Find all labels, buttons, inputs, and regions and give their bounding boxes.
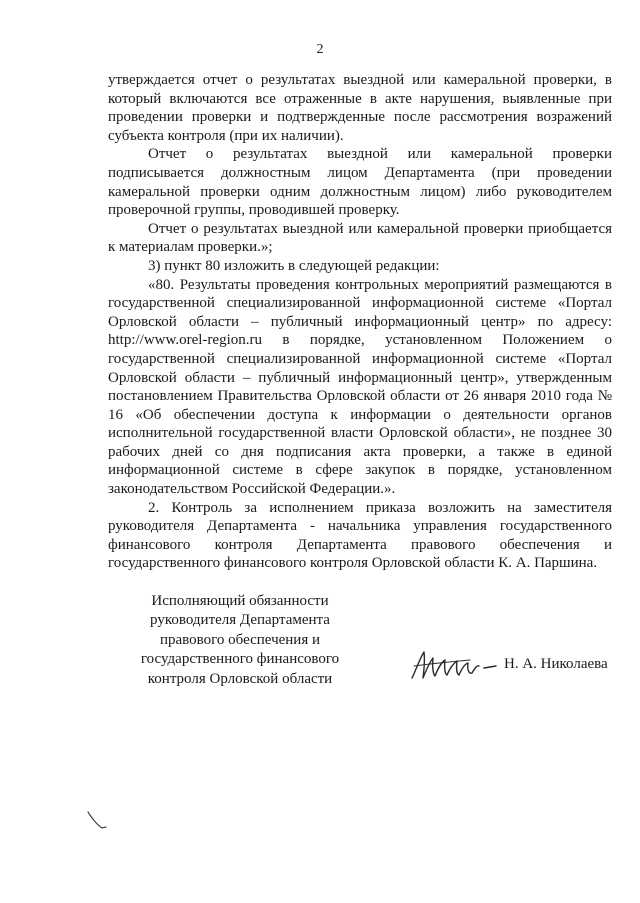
paragraph-item-80: «80. Результаты проведения контрольных мероприятий размещаются в государственной специализированной информационной системе «Портал Орловской области – публичный информационный центр» по адресу: http://www.orel-region.ru в порядке, установленном Положением о государственной специализированной информационной системе «Портал Орловской области – публичный информационный центр», утвержденным постановлением Правительства Орловской области от 26 января 2010 года № 16 «Об обеспечении доступа к информации о деятельности органов исполнительной государственной власти Орловской области», не позднее 30 рабочих дней со дня подписания акта проверки, а также в единой информационной системе в сфере закупок в порядке, установленном законодательством Российской Федерации.».	[108, 276, 612, 498]
signatory-title-line: Исполняющий обязанности	[151, 593, 329, 609]
paragraph-report-signing: Отчет о результатах выездной или камеральной проверки подписывается должностным лицом Департамента (при проведении камеральной проверки одним должностным лицом) либо руководителем проверочной группы, проводившей проверку.	[108, 146, 612, 219]
paragraph-report-approval: утверждается отчет о результатах выездной или камеральной проверки, в который включаются все отраженные в акте нарушения, выявленные при проведении проверки и подтвержденные после рассмотрения возражений субъекта контроля (при их наличии).	[108, 72, 612, 144]
signatory-title-line: контроля Орловской области	[147, 670, 333, 687]
paragraph-item-3: 3) пункт 80 изложить в следующей редакции:	[148, 257, 440, 274]
paragraph-report-attached: Отчет о результатах выездной или камеральной проверки приобщается к материалам проверки.»;	[108, 220, 612, 256]
paragraph-control: 2. Контроль за исполнением приказа возложить на заместителя руководителя Департамента - начальника управления государственного финансового контроля Департамента правового обеспечения и государственного финансового контроля Орловской области К. А. Паршина.	[108, 499, 612, 572]
pen-mark	[86, 808, 110, 832]
document-body	[108, 71, 612, 573]
page-number: 2	[316, 42, 324, 57]
signatory-title-line: руководителя Департамента	[150, 612, 330, 629]
handwritten-signature	[408, 648, 500, 684]
signatory-title	[130, 592, 350, 689]
signatory-title-line: государственного финансового	[140, 651, 340, 668]
signatory-title-line: правового обеспечения и	[159, 631, 321, 648]
signatory-name: Н. А. Николаева	[504, 656, 608, 672]
